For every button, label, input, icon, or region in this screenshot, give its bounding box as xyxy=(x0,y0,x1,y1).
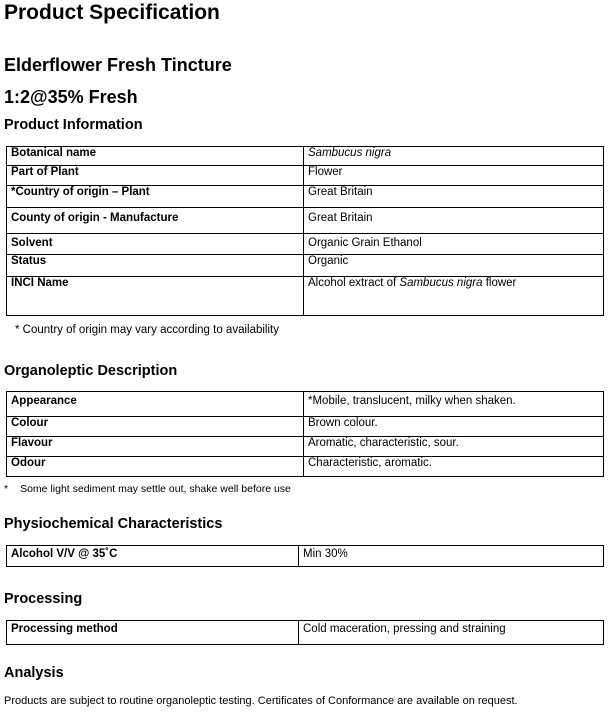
inci-prefix: Alcohol extract of xyxy=(308,277,400,289)
row-label: Processing method xyxy=(7,621,299,645)
row-value: *Mobile, translucent, milky when shaken. xyxy=(304,392,604,417)
table-row xyxy=(7,208,604,234)
inci-suffix: flower xyxy=(482,277,517,289)
table-row xyxy=(7,392,604,417)
row-value: Cold maceration, pressing and straining xyxy=(299,621,604,645)
table-row xyxy=(7,234,604,255)
row-label: Botanical name xyxy=(7,147,304,166)
analysis-text: Products are subject to routine organoleptic testing. Certificates of Conformance are available on request. xyxy=(4,695,518,707)
page-title: Product Specification xyxy=(4,1,220,24)
organoleptic-table xyxy=(6,391,604,477)
section-heading-physiochemical: Physiochemical Characteristics xyxy=(4,516,223,532)
row-label: INCI Name xyxy=(7,277,304,316)
row-value: Aromatic, characteristic, sour. xyxy=(304,437,604,457)
section-heading-product-information: Product Information xyxy=(4,117,143,133)
row-label: Part of Plant xyxy=(7,166,304,186)
row-value: Organic xyxy=(304,255,604,277)
row-label: Alcohol V/V @ 35˚C xyxy=(7,546,299,567)
footnote-marker: * xyxy=(4,483,9,495)
row-label: Solvent xyxy=(7,234,304,255)
processing-table xyxy=(6,620,604,645)
row-value: Min 30% xyxy=(299,546,604,567)
table-row xyxy=(7,147,604,166)
row-label: Status xyxy=(7,255,304,277)
row-value xyxy=(304,277,604,316)
section-heading-organoleptic: Organoleptic Description xyxy=(4,363,178,379)
row-value: Brown colour. xyxy=(304,417,604,437)
table-row xyxy=(7,621,604,645)
row-label: Flavour xyxy=(7,437,304,457)
section-heading-analysis: Analysis xyxy=(4,665,64,681)
product-information-table xyxy=(6,146,604,316)
product-ratio: 1:2@35% Fresh xyxy=(4,87,138,107)
table-row xyxy=(7,417,604,437)
row-label: Appearance xyxy=(7,392,304,417)
physiochemical-table xyxy=(6,545,604,567)
table-row xyxy=(7,457,604,477)
row-value: Organic Grain Ethanol xyxy=(304,234,604,255)
footnote-text: Some light sediment may settle out, shake well before use xyxy=(20,483,291,495)
table-row xyxy=(7,546,604,567)
inci-species: Sambucus nigra xyxy=(399,277,483,289)
table-row xyxy=(7,277,604,316)
row-value: Flower xyxy=(304,166,604,186)
row-label: *Country of origin – Plant xyxy=(7,186,304,208)
row-label: County of origin - Manufacture xyxy=(7,208,304,234)
table-row xyxy=(7,255,604,277)
row-value: Great Britain xyxy=(304,186,604,208)
row-value: Sambucus nigra xyxy=(304,147,604,166)
section-heading-processing: Processing xyxy=(4,591,83,607)
table-row xyxy=(7,166,604,186)
product-information-footnote: * Country of origin may vary according to availability xyxy=(15,324,279,336)
row-value: Characteristic, aromatic. xyxy=(304,457,604,477)
table-row xyxy=(7,437,604,457)
row-label: Odour xyxy=(7,457,304,477)
organoleptic-footnote xyxy=(4,483,291,495)
product-name: Elderflower Fresh Tincture xyxy=(4,55,232,75)
row-label: Colour xyxy=(7,417,304,437)
table-row xyxy=(7,186,604,208)
row-value: Great Britain xyxy=(304,208,604,234)
